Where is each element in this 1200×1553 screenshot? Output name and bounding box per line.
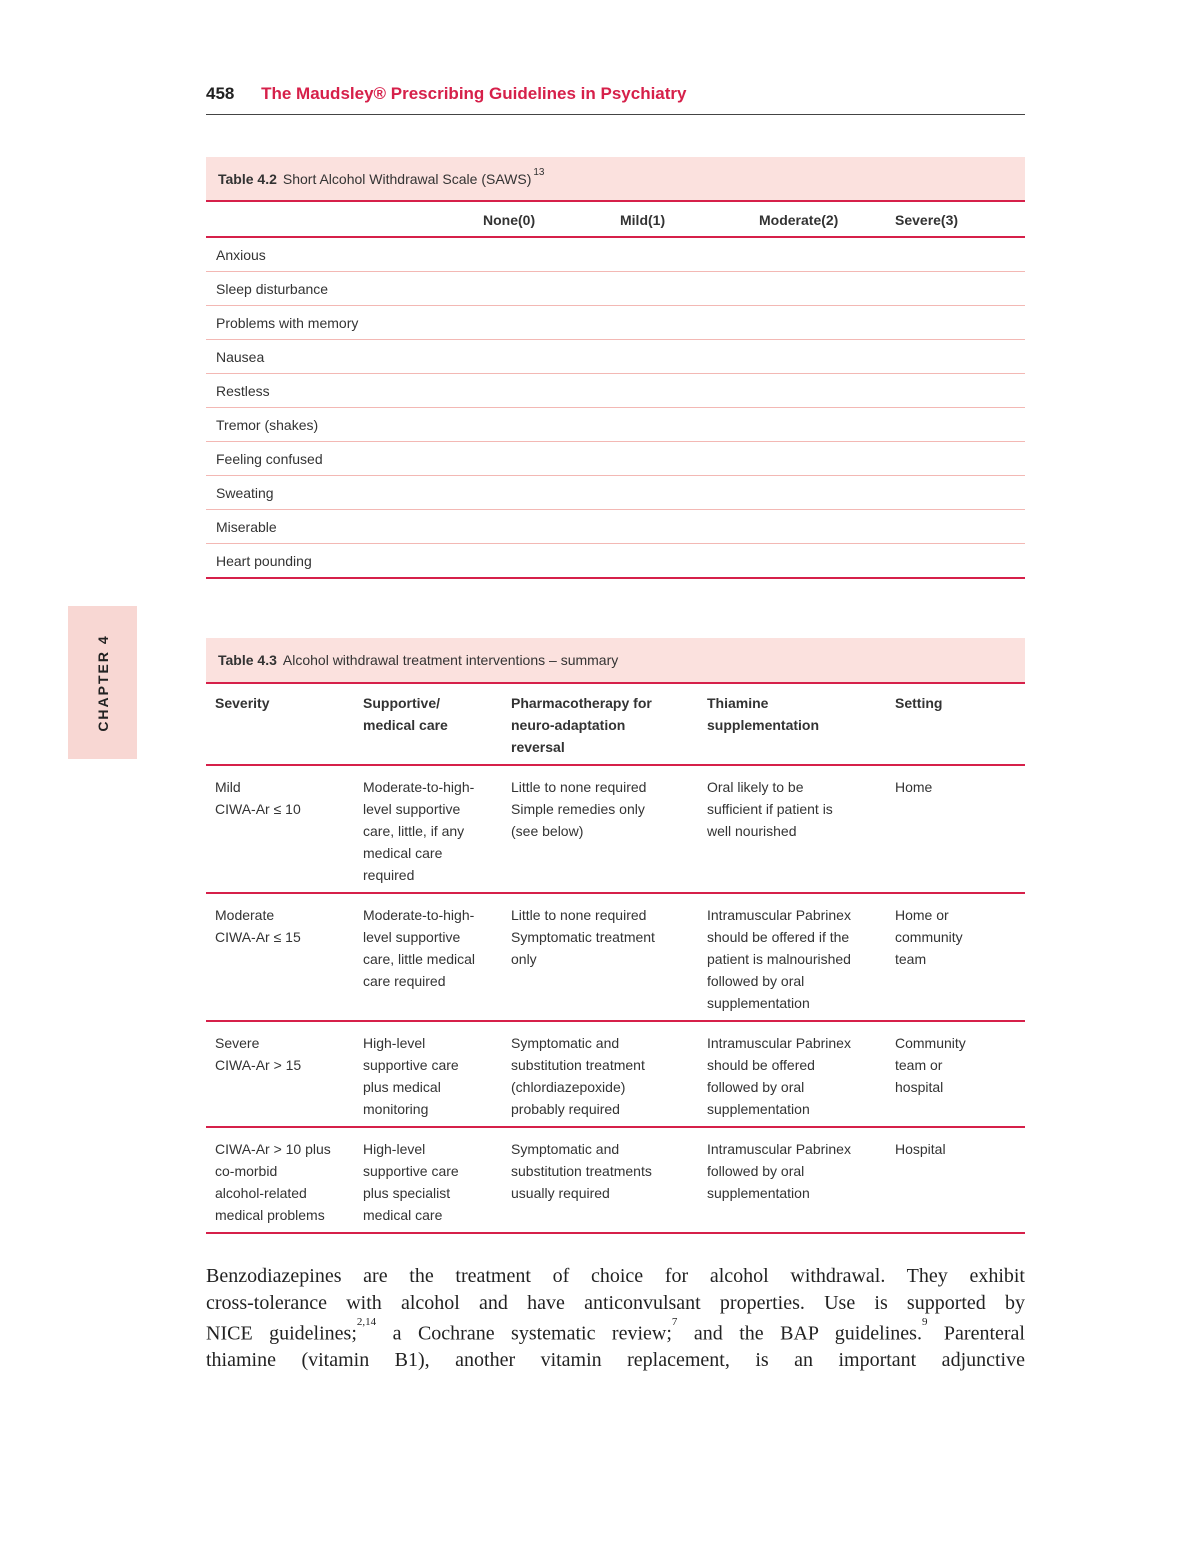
table-row [206,1022,1025,1128]
table-row [206,340,1025,374]
header-cell [707,692,895,758]
cell-line: alcohol-related [215,1185,307,1201]
text-run: and the BAP guidelines. [677,1322,922,1345]
table-cell [206,1138,363,1226]
table-row [206,238,1025,272]
table-header-row [206,684,1025,766]
table-cell [511,904,707,1014]
row-label: Problems with memory [216,315,359,331]
cell-line: community [895,929,963,945]
paragraph-line: cross-tolerance with alcohol and have anticonvulsant properties. Use is supported by [206,1291,1025,1314]
cell-line: level supportive [363,801,461,817]
page-number: 458 [206,84,235,103]
table-cell [363,1138,511,1226]
column-header: Severe(3) [895,212,959,228]
paragraph-line [206,1316,1025,1347]
table-cell [206,1032,363,1120]
cell-line: Symptomatic treatment [511,929,655,945]
table-cell [895,904,1025,1014]
cell-line: Setting [895,695,943,711]
column-header: Mild(1) [620,212,666,228]
column-header: None(0) [483,212,536,228]
cell-line: well nourished [707,823,797,839]
cell-line: supplementation [707,995,810,1011]
table-cell [511,776,707,886]
table-cell [895,1032,1025,1120]
chapter-tab [68,606,137,759]
cell-line: Symptomatic and [511,1141,620,1157]
cell-line: medical care [363,717,448,733]
cell-line: medical care [363,845,443,861]
cell-line: supplementation [707,1101,810,1117]
row-label: Heart pounding [216,553,312,569]
text-run: Parenteral [927,1322,1025,1345]
paragraph-line: Benzodiazepines are the treatment of choice for alcohol withdrawal. They exhibit [206,1265,1025,1287]
table-cell [363,776,511,886]
cell-line: Intramuscular Pabrinex [707,1035,851,1051]
table-caption [206,157,1025,202]
body-paragraph [206,1263,1025,1374]
cell-line: Intramuscular Pabrinex [707,907,851,923]
row-label: Sleep disturbance [216,281,329,297]
cell-line: substitution treatment [511,1057,645,1073]
table-label: Table 4.2 [218,170,277,187]
row-label: Nausea [216,349,265,365]
table-cell [707,904,895,1014]
table-cell [206,776,363,886]
cell-line: High-level [363,1035,426,1051]
cell-line: plus specialist [363,1185,451,1201]
running-header [206,84,1025,115]
column-header: Moderate(2) [759,212,839,228]
cell-line: monitoring [363,1101,429,1117]
cell-line: Severe [215,1035,260,1051]
cell-line: followed by oral [707,1163,805,1179]
table-title: Alcohol withdrawal treatment interventions – summary [282,652,619,668]
table-cell [206,904,363,1014]
cell-line: probably required [511,1101,620,1117]
paragraph-line: thiamine (vitamin B1), another vitamin replacement, is an important adjunctive [206,1349,1025,1372]
cell-line: hospital [895,1079,944,1095]
cell-line: team [895,951,927,967]
cell-line: medical care [363,1207,443,1223]
citation: 2,14 [356,1316,377,1328]
table-row [206,894,1025,1022]
cell-line: Moderate-to-high- [363,779,475,795]
table-header-row [206,202,1025,238]
cell-line: followed by oral [707,973,805,989]
table-reference: 13 [533,167,545,178]
cell-line: should be offered if the [707,929,850,945]
cell-line: Symptomatic and [511,1035,620,1051]
row-label: Restless [216,383,270,399]
cell-line: High-level [363,1141,426,1157]
citation: 9 [921,1316,928,1328]
table-cell [511,1138,707,1226]
cell-line: Simple remedies only [511,801,645,817]
table-row [206,442,1025,476]
cell-line: Hospital [895,1141,946,1157]
cell-line: Moderate [215,907,275,923]
cell-line: Home [895,779,933,795]
cell-line: Community [895,1035,966,1051]
header-cell [895,692,1025,758]
table-cell [511,1032,707,1120]
table-cell [707,776,895,886]
cell-line: supportive care [363,1057,459,1073]
row-label: Miserable [216,519,277,535]
cell-line: substitution treatments [511,1163,652,1179]
cell-line: required [363,867,415,883]
cell-line: Oral likely to be [707,779,804,795]
withdrawal-interventions-table [206,638,1025,1234]
cell-line: Severity [215,695,270,711]
cell-line: supplementation [707,717,820,733]
table-title: Short Alcohol Withdrawal Scale (SAWS) [282,170,532,187]
cell-line: (chlordiazepoxide) [511,1079,626,1095]
row-label: Anxious [216,247,266,263]
cell-line: care required [363,973,446,989]
book-title: The Maudsley® Prescribing Guidelines in Psychiatry [261,84,687,103]
text-run: a Cochrane systematic review; [376,1322,672,1345]
cell-line: patient is malnourished [707,951,851,967]
header-cell [363,692,511,758]
table-row [206,544,1025,579]
cell-line: CIWA-Ar ≤ 10 [215,801,301,817]
table-cell [895,1138,1025,1226]
cell-line: Mild [215,779,241,795]
cell-line: Little to none required [511,779,647,795]
cell-line: CIWA-Ar > 10 plus [215,1141,331,1157]
cell-line: usually required [511,1185,610,1201]
table-row [206,306,1025,340]
cell-line: Thiamine [707,695,769,711]
table-row [206,1128,1025,1234]
row-label: Sweating [216,485,274,501]
cell-line: sufficient if patient is [707,801,833,817]
header-cell [511,692,707,758]
cell-line: Pharmacotherapy for [511,695,652,711]
cell-line: Moderate-to-high- [363,907,475,923]
cell-line: level supportive [363,929,461,945]
cell-line: team or [895,1057,943,1073]
cell-line: supplementation [707,1185,810,1201]
cell-line: neuro-adaptation [511,717,626,733]
cell-line: Little to none required [511,907,647,923]
table-cell [707,1138,895,1226]
table-label: Table 4.3 [218,652,277,668]
cell-line: CIWA-Ar ≤ 15 [215,929,301,945]
cell-line: care, little, if any [363,823,465,839]
table-row [206,476,1025,510]
header-cell [206,692,363,758]
cell-line: plus medical [363,1079,441,1095]
cell-line: should be offered [707,1057,815,1073]
chapter-label: CHAPTER 4 [94,633,111,732]
saws-table [206,157,1025,579]
table-row [206,272,1025,306]
cell-line: Home or [895,907,949,923]
cell-line: reversal [511,739,565,755]
cell-line: care, little medical [363,951,476,967]
citation: 7 [671,1316,678,1328]
table-caption [206,638,1025,684]
cell-line: followed by oral [707,1079,805,1095]
cell-line: (see below) [511,823,584,839]
table-cell [363,1032,511,1120]
table-cell [363,904,511,1014]
cell-line: supportive care [363,1163,459,1179]
table-cell [895,776,1025,886]
row-label: Tremor (shakes) [216,417,319,433]
cell-line: CIWA-Ar > 15 [215,1057,302,1073]
table-row [206,374,1025,408]
row-label: Feeling confused [216,451,323,467]
table-cell [707,1032,895,1120]
text-run: NICE guidelines; [206,1322,357,1345]
table-row [206,408,1025,442]
table-row [206,766,1025,894]
cell-line: co-morbid [215,1163,278,1179]
cell-line: Intramuscular Pabrinex [707,1141,851,1157]
cell-line: Supportive/ [363,695,441,711]
cell-line: only [511,951,537,967]
cell-line: medical problems [215,1207,325,1223]
table-row [206,510,1025,544]
